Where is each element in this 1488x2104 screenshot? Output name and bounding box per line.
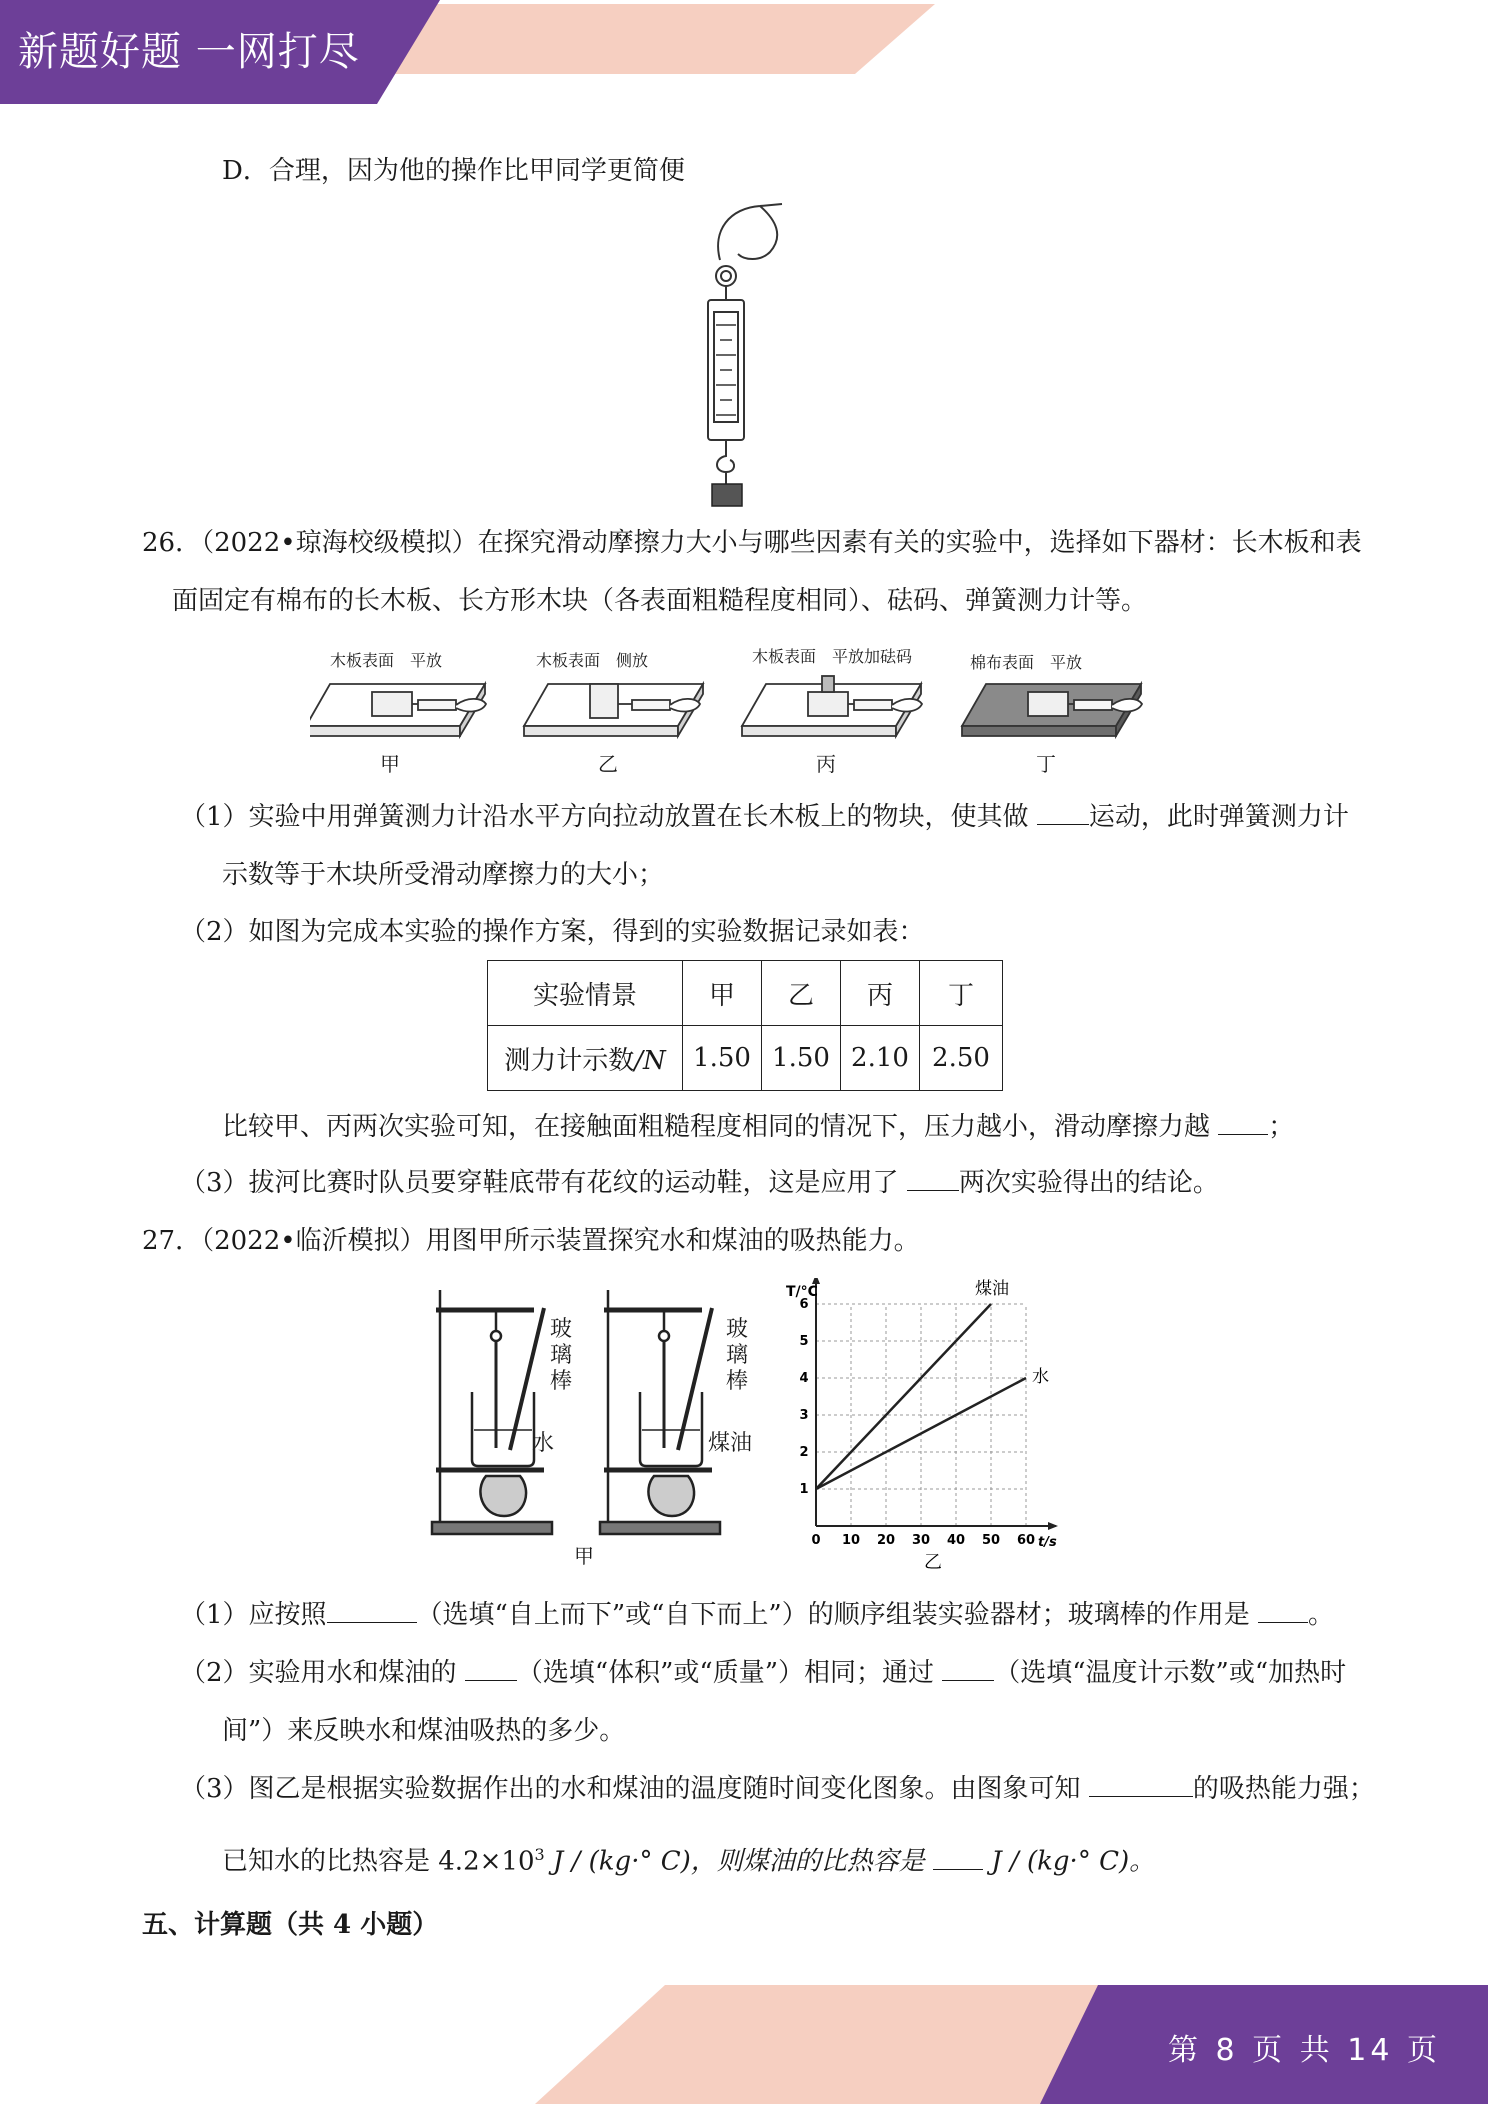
q27-part2-text-a: （2）实验用水和煤油的: [180, 1658, 465, 1688]
q27-part1-text-b: （选填“自上而下”或“自下而上”）的顺序组装实验器材；玻璃棒的作用是: [416, 1600, 1258, 1630]
apparatus-label: 棒: [550, 1369, 573, 1394]
x-tick-label: 20: [876, 1533, 896, 1548]
q26-blank-1[interactable]: [1037, 800, 1089, 825]
y-tick-label: 1: [799, 1482, 809, 1497]
table-header-cell: 丁: [920, 961, 1003, 1026]
y-tick-label: 5: [799, 1334, 809, 1349]
row-label-unit: /N: [634, 1045, 666, 1076]
q27-stem: 27．（2022•临沂模拟）用图甲所示装置探究水和煤油的吸热能力。: [142, 1226, 920, 1256]
q27-blank-3[interactable]: [465, 1656, 517, 1681]
q27-exponent: 3: [534, 1845, 545, 1864]
x-axis-arrow: [1048, 1522, 1058, 1530]
table-header-row: [488, 961, 1003, 1026]
setup-jia-caption: 木板表面 平放: [330, 651, 443, 670]
q27-part3-line2-text-b: J / (kg·° C)，则煤油的比热容是: [544, 1846, 934, 1877]
chart-ticks: [799, 1297, 1035, 1548]
header-title: 新题好题 一网打尽: [18, 29, 360, 75]
q27-part3-text-a: （3）图乙是根据实验数据作出的水和煤油的温度随时间变化图象。由图象可知: [180, 1774, 1089, 1804]
header-accent-band: [375, 4, 935, 74]
setup-yi-caption: 木板表面 侧放: [536, 651, 649, 670]
table-row-label: [488, 1026, 683, 1091]
x-tick-label: 10: [841, 1533, 861, 1548]
q26-part2: （2）如图为完成本实验的操作方案，得到的实验数据记录如表：: [180, 917, 925, 947]
apparatus-label: 棒: [726, 1369, 749, 1394]
q27-part2-text-b: （选填“体积”或“质量”）相同；通过: [516, 1658, 943, 1688]
apparatus-label: 璃: [550, 1343, 573, 1368]
q27-part2-line2: 间”）来反映水和煤油吸热的多少。: [222, 1716, 626, 1746]
q27-part1: [180, 1598, 1334, 1632]
table-header-cell: 丙: [841, 961, 920, 1026]
figure-label-jia: 甲: [574, 1544, 594, 1568]
q26-part1-line2: 示数等于木块所受滑动摩擦力的大小；: [222, 860, 665, 890]
table-cell: 2.50: [920, 1026, 1003, 1091]
q27-part2-line1: [180, 1656, 1346, 1690]
q25-option-d: D．合理，因为他的操作比甲同学更简便: [222, 156, 685, 186]
series-line: [816, 1378, 1026, 1489]
heating-apparatus-figure: [424, 1280, 784, 1570]
x-tick-label: 30: [911, 1533, 931, 1548]
chart-ylabel: T/°C: [786, 1284, 818, 1300]
q27-blank-1[interactable]: [327, 1598, 417, 1623]
q27-blank-4[interactable]: [942, 1656, 994, 1681]
q26-blank-2[interactable]: [1218, 1110, 1268, 1135]
q27-part1-text-a: （1）应按照: [180, 1600, 327, 1630]
apparatus-label-kerosene: 煤油: [708, 1431, 753, 1456]
series-label: 煤油: [975, 1279, 1009, 1299]
setup-ding-caption: 棉布表面 平放: [970, 653, 1083, 672]
apparatus-label-water: 水: [532, 1431, 555, 1456]
row-label-text: 测力计示数: [504, 1045, 635, 1076]
apparatus-label: 璃: [726, 1343, 749, 1368]
q27-part3-line2-text-a: 已知水的比热容是 4.2×10: [222, 1846, 535, 1877]
q26-blank-3[interactable]: [907, 1166, 959, 1191]
spring-scale-figure: [690, 200, 810, 512]
q26-compare-text-a: 比较甲、丙两次实验可知，在接触面粗糙程度相同的情况下，压力越小，滑动摩擦力越: [222, 1112, 1219, 1142]
q27-part3-text-b: 的吸热能力强；: [1192, 1774, 1375, 1804]
q27-part3-line2-text-c: J / (kg·° C)。: [983, 1846, 1156, 1877]
apparatus-label: 玻: [550, 1317, 573, 1342]
q26-stem-line1: 26．（2022•琼海校级模拟）在探究滑动摩擦力大小与哪些因素有关的实验中，选择如下器材：长木板和表: [142, 528, 1362, 558]
y-tick-label: 3: [799, 1408, 809, 1423]
q27-blank-5[interactable]: [1089, 1772, 1193, 1797]
table-cell: 2.10: [841, 1026, 920, 1091]
q27-part2-text-c: （选填“温度计示数”或“加热时: [994, 1658, 1347, 1688]
x-tick-label: 50: [981, 1533, 1001, 1548]
q26-part3-text-a: （3）拔河比赛时队员要穿鞋底带有花纹的运动鞋，这是应用了: [180, 1168, 907, 1198]
temperature-time-chart: [776, 1278, 1076, 1574]
setup-bing-label: 丙: [816, 752, 836, 776]
q26-stem-line2: 面固定有棉布的长木板、长方形木块（各表面粗糙程度相同）、砝码、弹簧测力计等。: [172, 586, 1148, 616]
y-tick-label: 6: [799, 1297, 809, 1312]
table-header-cell: 甲: [683, 961, 762, 1026]
hand-outline: [718, 204, 782, 260]
q27-blank-6[interactable]: [933, 1845, 983, 1870]
table-header-cell: 实验情景: [488, 961, 683, 1026]
friction-setups-figure: [310, 644, 1190, 776]
q26-compare-text-b: ；: [1268, 1112, 1295, 1142]
q27-part1-text-c: 。: [1307, 1600, 1334, 1630]
chart-axes: [812, 1278, 1058, 1530]
series-line: [816, 1304, 991, 1489]
x-tick-label: 40: [946, 1533, 966, 1548]
table-row: [488, 1026, 1003, 1091]
section5-title: 五、计算题（共 4 小题）: [142, 1910, 439, 1940]
q26-data-table: [487, 960, 1003, 1091]
page-number: 第 8 页 共 14 页: [1168, 2033, 1441, 2068]
chart-bottom-label: 乙: [924, 1552, 942, 1573]
q26-part2-compare: [222, 1110, 1294, 1144]
setup-ding-label: 丁: [1036, 752, 1056, 776]
q26-part1-text-a: （1）实验中用弹簧测力计沿水平方向拉动放置在长木板上的物块，使其做: [180, 802, 1037, 832]
x-tick-label: 60: [1016, 1533, 1036, 1548]
table-cell: 1.50: [683, 1026, 762, 1091]
setup-jia-label: 甲: [380, 752, 400, 776]
q26-part1-line1: [180, 800, 1349, 834]
setup-bing-caption: 木板表面 平放加砝码: [752, 647, 913, 666]
q26-part3: [180, 1166, 1219, 1200]
q27-part3-line2: [222, 1838, 1155, 1879]
q26-part1-text-b: 运动，此时弹簧测力计: [1088, 802, 1349, 832]
y-tick-label: 2: [799, 1445, 809, 1460]
q27-part3-line1: [180, 1772, 1375, 1806]
series-label: 水: [1032, 1367, 1049, 1387]
q26-part3-text-b: 两次实验得出的结论。: [958, 1168, 1219, 1198]
x-tick-label: 0: [811, 1533, 821, 1548]
chart-grid: [816, 1304, 1026, 1526]
chart-xlabel: t/s: [1038, 1535, 1057, 1550]
table-cell: 1.50: [762, 1026, 841, 1091]
q27-blank-2[interactable]: [1258, 1598, 1308, 1623]
y-tick-label: 4: [799, 1371, 809, 1386]
apparatus-label: 玻: [726, 1317, 749, 1342]
setup-yi-label: 乙: [598, 752, 618, 776]
table-header-cell: 乙: [762, 961, 841, 1026]
